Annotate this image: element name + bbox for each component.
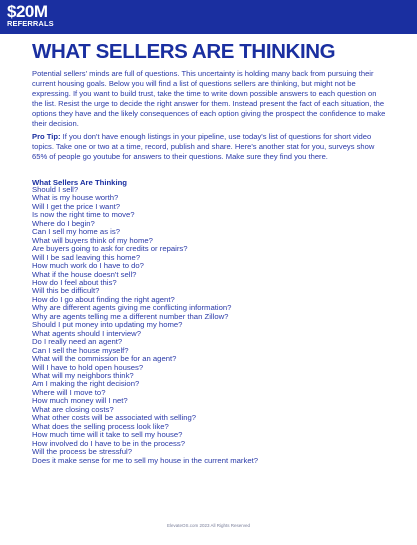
question-item: Where will I move to? xyxy=(32,387,106,397)
pro-tip-label: Pro Tip: xyxy=(32,132,61,141)
intro-paragraph: Potential sellers' minds are full of questions. This uncertainty is holding many back from pursuing their current housing goals. Below you will find a list of questions sellers are thinking, but might not be expressing. If you want to build trust, take the time to write down possible answers to each question on the list. Resist the urge to decide the right answer for them. Instead present the fact of each situation, the options they have and the likely consequences of each option giving the prospect the confidence to make their decision. xyxy=(32,69,386,128)
question-item: Is now the right time to move? xyxy=(32,210,135,220)
question-item: Should I sell? xyxy=(32,185,79,194)
question-item: Am I making the right decision? xyxy=(32,379,140,389)
question-item: How much money will I net? xyxy=(32,396,128,406)
question-item: Can I sell the house myself? xyxy=(32,345,129,355)
question-item: Are buyers going to ask for credits or repairs? xyxy=(32,244,188,254)
questions-list xyxy=(32,186,258,465)
question-item: Do I really need an agent? xyxy=(32,337,123,347)
logo-referrals: REFERRALS xyxy=(7,19,54,28)
question-item: What other costs will be associated with selling? xyxy=(32,413,197,423)
question-item: Will I have to hold open houses? xyxy=(32,362,144,372)
question-item: What agents should I interview? xyxy=(32,328,141,338)
logo-amount: $20M xyxy=(7,2,48,21)
question-item: Will the process be stressful? xyxy=(32,447,132,457)
question-item: How do I feel about this? xyxy=(32,277,117,287)
question-item: How do I go about finding the right agent? xyxy=(32,294,175,304)
question-item: Can I sell my home as is? xyxy=(32,227,121,237)
question-item: How much work do I have to do? xyxy=(32,261,144,271)
brand-logo xyxy=(7,3,54,28)
question-item: Will I get the price I want? xyxy=(32,201,121,211)
footer-copyright: ElevateOS.com 2023 All Rights Reserved xyxy=(166,523,251,528)
header-bar xyxy=(0,0,417,34)
question-item: Where do I begin? xyxy=(32,218,95,228)
question-item: Why are agents telling me a different number than Zillow? xyxy=(32,311,229,321)
question-item: What is my house worth? xyxy=(32,193,119,203)
pro-tip-paragraph xyxy=(32,132,388,162)
question-item: Why are different agents giving me conflicting information? xyxy=(32,303,232,313)
question-item: How involved do I have to be in the process? xyxy=(32,438,185,448)
question-item: What does the selling process look like? xyxy=(32,421,169,431)
questions-heading: What Sellers Are Thinking xyxy=(32,178,127,187)
question-item: Should I put money into updating my home? xyxy=(32,320,183,330)
pro-tip-text: If you don't have enough listings in your pipeline, use today's list of questions for short video topics. Take one or two at a time, record, publish and share. Here's another stat for you, surveys show 65% of people go youtube for answers to their questions. Make sure they find you there. xyxy=(32,132,375,161)
question-item: What are closing costs? xyxy=(32,404,114,414)
question-item: Will I be sad leaving this home? xyxy=(32,252,141,262)
question-item: What will the commission be for an agent? xyxy=(32,354,177,364)
question-item: Does it make sense for me to sell my house in the current market? xyxy=(32,455,259,465)
question-item: What will buyers think of my home? xyxy=(32,235,153,245)
question-item: What will my neighbors think? xyxy=(32,370,134,380)
page-title: WHAT SELLERS ARE THINKING xyxy=(32,40,336,63)
question-item: Will this be difficult? xyxy=(32,286,100,296)
question-item: How much time will it take to sell my house? xyxy=(32,430,183,440)
question-item: What if the house doesn't sell? xyxy=(32,269,137,279)
